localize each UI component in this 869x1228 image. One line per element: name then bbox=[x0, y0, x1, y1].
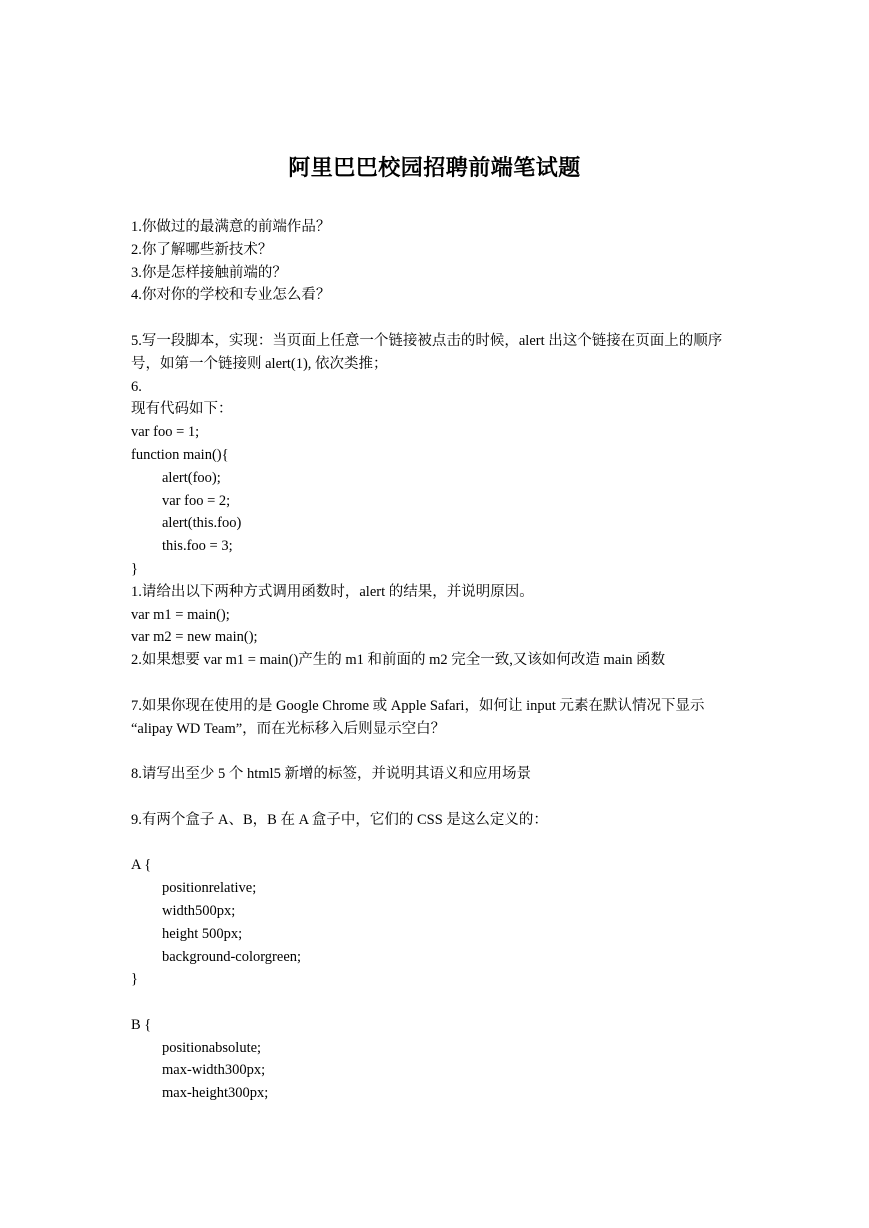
text-line: 9.有两个盒子 A、B，B 在 A 盒子中，它们的 CSS 是这么定义的： bbox=[131, 811, 548, 828]
text-line: var m1 = main(); bbox=[131, 606, 230, 623]
code-line-indented: background-colorgreen; bbox=[162, 948, 302, 965]
blank-line bbox=[131, 307, 746, 330]
blank-line bbox=[131, 740, 746, 763]
code-line-indented: var foo = 2; bbox=[162, 492, 231, 509]
code-line-indented: max-height300px; bbox=[162, 1085, 269, 1102]
document-body bbox=[131, 216, 746, 1105]
text-line: 4.你对你的学校和专业怎么看？ bbox=[131, 287, 331, 304]
code-line-indented: height 500px; bbox=[162, 925, 243, 942]
text-line: } bbox=[131, 560, 138, 577]
code-line-indented: width500px; bbox=[162, 902, 236, 919]
text-line: A { bbox=[131, 857, 152, 874]
text-line: 6. bbox=[131, 378, 142, 395]
code-line-indented: alert(foo); bbox=[162, 469, 221, 486]
blank-line bbox=[131, 672, 746, 695]
code-line-indented: this.foo = 3; bbox=[162, 538, 233, 555]
text-line: var m2 = new main(); bbox=[131, 629, 258, 646]
blank-line bbox=[131, 786, 746, 809]
text-line: 7.如果你现在使用的是 Google Chrome 或 Apple Safari，如何让 input 元素在默认情况下显示 “alipay WD Team”，而在光标移入后则显示空白？ bbox=[131, 697, 705, 737]
blank-line bbox=[131, 991, 746, 1014]
text-line: function main(){ bbox=[131, 446, 229, 463]
text-line: 1.请给出以下两种方式调用函数时，alert 的结果，并说明原因。 bbox=[131, 583, 534, 600]
code-line-indented: alert(this.foo) bbox=[162, 515, 242, 532]
text-line: var foo = 1; bbox=[131, 424, 200, 441]
text-line: 1.你做过的最满意的前端作品？ bbox=[131, 219, 331, 235]
text-line: } bbox=[131, 971, 138, 988]
code-line-indented: max-width300px; bbox=[162, 1062, 266, 1079]
blank-line bbox=[131, 832, 746, 855]
document-title: 阿里巴巴校园招聘前端笔试题 bbox=[288, 155, 581, 180]
code-line-indented: positionabsolute; bbox=[162, 1039, 262, 1056]
text-line: B { bbox=[131, 1016, 152, 1033]
text-line: 2.你了解哪些新技术？ bbox=[131, 241, 273, 258]
code-line-indented: positionrelative; bbox=[162, 880, 257, 897]
text-line: 8.请写出至少 5 个 html5 新增的标签，并说明其语义和应用场景 bbox=[131, 766, 531, 783]
text-line: 2.如果想要 var m1 = main()产生的 m1 和前面的 m2 完全一致,又该如何改造 main 函数 bbox=[131, 652, 666, 669]
text-line: 3.你是怎样接触前端的？ bbox=[131, 264, 287, 281]
text-line: 现有代码如下： bbox=[131, 401, 233, 418]
text-line: 5.写一段脚本，实现：当页面上任意一个链接被点击的时候，alert 出这个链接在页面上的顺序号，如第一个链接则 alert(1), 依次类推； bbox=[131, 332, 723, 372]
